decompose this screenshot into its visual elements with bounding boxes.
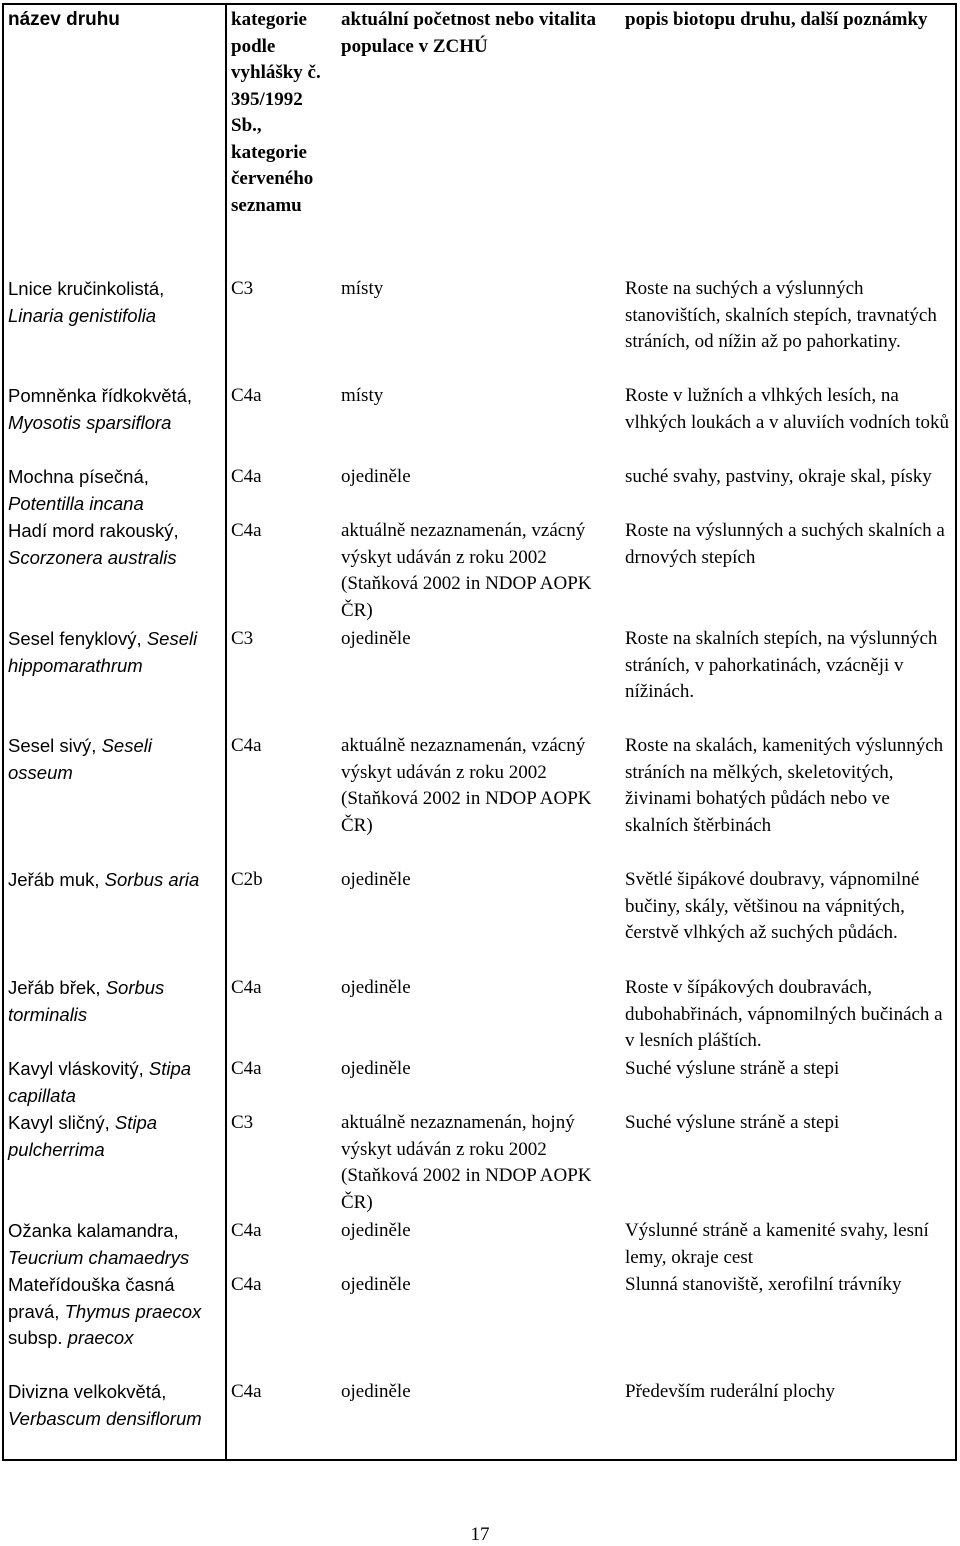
table-border-top bbox=[2, 3, 957, 5]
category-cell: C2b bbox=[231, 869, 263, 890]
species-name-cell bbox=[2, 625, 225, 732]
table-row bbox=[2, 1217, 957, 1271]
category-cell: C3 bbox=[231, 1112, 254, 1133]
species-table bbox=[2, 3, 957, 1458]
species-latin-name: Seseli hippomarathrum bbox=[8, 628, 198, 676]
abundance-cell: ojediněle bbox=[341, 1220, 411, 1241]
species-common-name: Ožanka kalamandra, bbox=[8, 1220, 179, 1241]
species-common-name: Sesel fenyklový, bbox=[8, 628, 147, 649]
species-common-name: Pomněnka řídkokvětá, bbox=[8, 385, 193, 406]
category-cell: C3 bbox=[231, 628, 254, 649]
habitat-cell: Roste v lužních a vlhkých lesích, na vlhkých loukách a v aluviích vodních toků bbox=[625, 385, 949, 433]
species-name-cell bbox=[2, 1378, 225, 1458]
species-latin-name: Verbascum densiflorum bbox=[8, 1407, 202, 1429]
habitat-cell: Roste v šípákových doubravách, dubohabřinách, vápnomilných bučinách a v lesních pláštích. bbox=[625, 977, 943, 1051]
species-name-cell bbox=[2, 866, 225, 974]
species-common-name: Mochna písečná, bbox=[8, 466, 149, 487]
species-latin-name: Stipa capillata bbox=[8, 1058, 192, 1106]
table-row bbox=[2, 1378, 957, 1458]
species-latin-name: Sorbus torminalis bbox=[8, 977, 165, 1025]
abundance-cell: místy bbox=[341, 278, 384, 299]
category-cell: C4a bbox=[231, 1274, 262, 1295]
species-name-cell bbox=[2, 732, 225, 866]
table-border-bottom bbox=[2, 1459, 957, 1461]
species-latin-name: Myosotis sparsiflora bbox=[8, 411, 172, 433]
species-latin-name: Linaria genistifolia bbox=[8, 304, 157, 326]
table-row bbox=[2, 382, 957, 463]
table-row bbox=[2, 625, 957, 732]
habitat-cell: suché svahy, pastviny, okraje skal, písky bbox=[625, 466, 932, 487]
species-common-name: Divizna velkokvětá, bbox=[8, 1381, 167, 1402]
abundance-cell: ojediněle bbox=[341, 466, 411, 487]
species-common-name: Mateřídouška časná pravá, bbox=[8, 1274, 175, 1322]
species-latin-name: Sorbus aria bbox=[104, 869, 200, 890]
header-abundance: aktuální početnost nebo vitalita populace v ZCHÚ bbox=[341, 9, 596, 57]
table-row bbox=[2, 275, 957, 382]
species-common-name: Jeřáb muk, bbox=[8, 869, 105, 890]
table-row bbox=[2, 974, 957, 1055]
table-header-row bbox=[2, 3, 957, 275]
habitat-cell: Slunná stanoviště, xerofilní trávníky bbox=[625, 1274, 902, 1295]
page-number: 17 bbox=[470, 1524, 490, 1545]
table-row bbox=[2, 517, 957, 625]
species-common-name: Sesel sivý, bbox=[8, 735, 102, 756]
category-cell: C4a bbox=[231, 466, 262, 487]
species-name-cell bbox=[2, 517, 225, 625]
abundance-cell: aktuálně nezaznamenán, hojný výskyt udáván z roku 2002 (Staňková 2002 in NDOP AOPK ČR) bbox=[341, 1112, 592, 1213]
category-cell: C4a bbox=[231, 520, 262, 541]
species-name-cell bbox=[2, 1271, 225, 1378]
species-common-name: Lnice kručinkolistá, bbox=[8, 278, 165, 299]
habitat-cell: Světlé šipákové doubravy, vápnomilné bučiny, skály, většinou na vápnitých, čerstvě vlhkých až suchých půdách. bbox=[625, 869, 920, 943]
species-latin-name: Thymus praecox bbox=[64, 1300, 202, 1322]
species-latin-name: Potentilla incana bbox=[8, 492, 144, 514]
abundance-cell: ojediněle bbox=[341, 1274, 411, 1295]
table-column-divider bbox=[225, 3, 227, 1460]
category-cell: C4a bbox=[231, 977, 262, 998]
header-category: kategorie podle vyhlášky č. 395/1992 Sb., kategorie červeného seznamu bbox=[231, 9, 321, 216]
abundance-cell: ojediněle bbox=[341, 1381, 411, 1402]
species-name-cell bbox=[2, 1109, 225, 1217]
category-cell: C4a bbox=[231, 1058, 262, 1079]
species-name-cell bbox=[2, 275, 225, 382]
category-cell: C4a bbox=[231, 385, 262, 406]
abundance-cell: aktuálně nezaznamenán, vzácný výskyt udáván z roku 2002 (Staňková 2002 in NDOP AOPK ČR) bbox=[341, 520, 592, 621]
species-common-name: Kavyl sličný, bbox=[8, 1112, 115, 1133]
habitat-cell: Roste na suchých a výslunných stanovištích, skalních stepích, travnatých stráních, od nížin až po pahorkatiny. bbox=[625, 278, 937, 352]
table-row bbox=[2, 463, 957, 517]
abundance-cell: ojediněle bbox=[341, 869, 411, 890]
species-latin-name: Scorzonera australis bbox=[8, 546, 177, 568]
species-subspecies-name: praecox bbox=[67, 1327, 134, 1348]
table-row bbox=[2, 732, 957, 866]
species-name-cell bbox=[2, 382, 225, 463]
abundance-cell: ojediněle bbox=[341, 1058, 411, 1079]
habitat-cell: Především ruderální plochy bbox=[625, 1381, 836, 1402]
habitat-cell: Suché výslune stráně a stepi bbox=[625, 1058, 840, 1079]
habitat-cell: Výslunné stráně a kamenité svahy, lesní lemy, okraje cest bbox=[625, 1220, 929, 1268]
table-row bbox=[2, 1271, 957, 1378]
species-latin-name: Seseli osseum bbox=[8, 735, 152, 783]
species-subspecies-marker: subsp. bbox=[8, 1327, 68, 1348]
header-habitat: popis biotopu druhu, další poznámky bbox=[625, 9, 928, 30]
habitat-cell: Roste na skalách, kamenitých výslunných stráních na mělkých, skeletovitých, živinami bohatých půdách nebo ve skalních štěrbinách bbox=[625, 735, 944, 836]
category-cell: C4a bbox=[231, 1381, 262, 1402]
species-name-cell bbox=[2, 1055, 225, 1109]
header-species-name: název druhu bbox=[8, 9, 120, 30]
category-cell: C3 bbox=[231, 278, 254, 299]
species-latin-name: Teucrium chamaedrys bbox=[8, 1246, 190, 1268]
abundance-cell: místy bbox=[341, 385, 384, 406]
category-cell: C4a bbox=[231, 735, 262, 756]
abundance-cell: ojediněle bbox=[341, 977, 411, 998]
habitat-cell: Roste na skalních stepích, na výslunných stráních, v pahorkatinách, vzácněji v nížinách. bbox=[625, 628, 938, 702]
abundance-cell: ojediněle bbox=[341, 628, 411, 649]
abundance-cell: aktuálně nezaznamenán, vzácný výskyt udáván z roku 2002 (Staňková 2002 in NDOP AOPK ČR) bbox=[341, 735, 592, 836]
table-border-right bbox=[955, 3, 957, 1460]
species-name-cell bbox=[2, 974, 225, 1055]
table-row bbox=[2, 1109, 957, 1217]
species-name-cell bbox=[2, 1217, 225, 1271]
habitat-cell: Roste na výslunných a suchých skalních a drnových stepích bbox=[625, 520, 945, 568]
category-cell: C4a bbox=[231, 1220, 262, 1241]
species-common-name: Hadí mord rakouský, bbox=[8, 520, 179, 541]
species-common-name: Kavyl vláskovitý, bbox=[8, 1058, 149, 1079]
species-name-cell bbox=[2, 463, 225, 517]
table-row bbox=[2, 1055, 957, 1109]
species-latin-name: Stipa pulcherrima bbox=[8, 1112, 158, 1160]
table-border-left bbox=[2, 3, 4, 1460]
species-common-name: Jeřáb břek, bbox=[8, 977, 106, 998]
table-row bbox=[2, 866, 957, 974]
habitat-cell: Suché výslune stráně a stepi bbox=[625, 1112, 840, 1133]
